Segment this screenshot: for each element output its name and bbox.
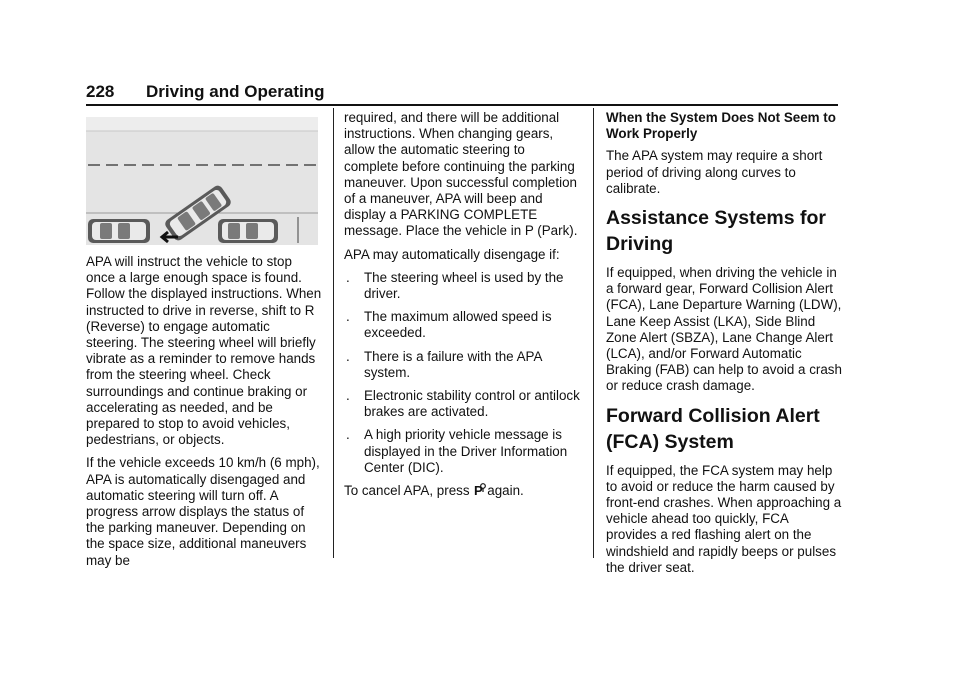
list-item: . The maximum allowed speed is exceeded. xyxy=(346,309,552,341)
column-2 xyxy=(344,110,580,506)
bullet: . xyxy=(346,348,350,364)
apa-button-icon xyxy=(474,483,486,497)
bullet: . xyxy=(346,388,350,404)
column-divider xyxy=(593,108,594,558)
bullet: . xyxy=(346,309,350,325)
column-1-text xyxy=(86,254,322,576)
paragraph: If equipped, the FCA system may help to avoid or reduce the harm caused by front-end crashes. When approaching a vehicle ahead too quickly, FCA provides a red flashing alert on the windshield and rapidly beeps or pulses the driver seat. xyxy=(606,462,842,575)
section-heading: Assistance Systems for Driving xyxy=(606,207,827,256)
list-item: . A high priority vehicle message is displayed in the Driver Information Center (DIC). xyxy=(346,427,568,475)
list-item: . The steering wheel is used by the driver. xyxy=(346,269,564,302)
list-item: . Electronic stability control or antilock brakes are activated. xyxy=(346,388,580,420)
header-rule xyxy=(86,104,838,106)
paragraph: If equipped, when driving the vehicle in a forward gear, Forward Collision Alert (FCA), Lane Departure Warning (LDW), Lane Keep Assist (LKA), Side Blind Zone Alert (SBZA), Lane Change Alert (LCA), and/or Forward Automatic Braking (FAB) can help to avoid a crash or reduce crash damage. xyxy=(606,265,842,394)
bullet: . xyxy=(346,427,350,443)
section-title: Driving and Operating xyxy=(146,82,325,101)
section-heading: Forward Collision Alert (FCA) System xyxy=(606,404,820,453)
paragraph: required, and there will be additional instructions. When changing gears, allow the automatic steering to complete before continuing the parking maneuver. Upon successful completion of a maneuver, APA will beep and display a PARKING COMPLETE message. Place the vehicle in P (Park). xyxy=(344,110,578,239)
parking-maneuver-illustration-icon xyxy=(86,117,318,245)
disengage-conditions-list xyxy=(344,270,580,476)
bullet: . xyxy=(346,269,350,285)
list-item: . There is a failure with the APA system. xyxy=(346,348,542,380)
column-divider xyxy=(333,108,334,558)
subheading: When the System Does Not Seem to Work Properly xyxy=(606,110,836,142)
paragraph: The APA system may require a short period of driving along curves to calibrate. xyxy=(606,148,823,196)
cancel-instruction: To cancel APA, press P again. xyxy=(344,483,524,499)
svg-text:P: P xyxy=(474,483,483,498)
paragraph: APA may automatically disengage if: xyxy=(344,246,560,262)
column-3 xyxy=(606,110,842,583)
page-header xyxy=(86,82,838,104)
paragraph: If the vehicle exceeds 10 km/h (6 mph), APA is automatically disengaged and automatic steering will turn off. A progress arrow displays the status of the parking maneuver. Depending on the space size, additional maneuvers may be xyxy=(86,455,320,568)
page-number: 228 xyxy=(86,82,115,101)
paragraph: APA will instruct the vehicle to stop once a large enough space is found. Follow the displayed instructions. When instructed to drive in reverse, shift to R (Reverse) to engage automatic steering. The steering wheel will briefly vibrate as a reminder to remove hands from the steering wheel. Check surroundings and continue braking or accelerating as needed, and be prepared to stop to avoid vehicles, pedestrians, or objects. xyxy=(86,254,322,448)
